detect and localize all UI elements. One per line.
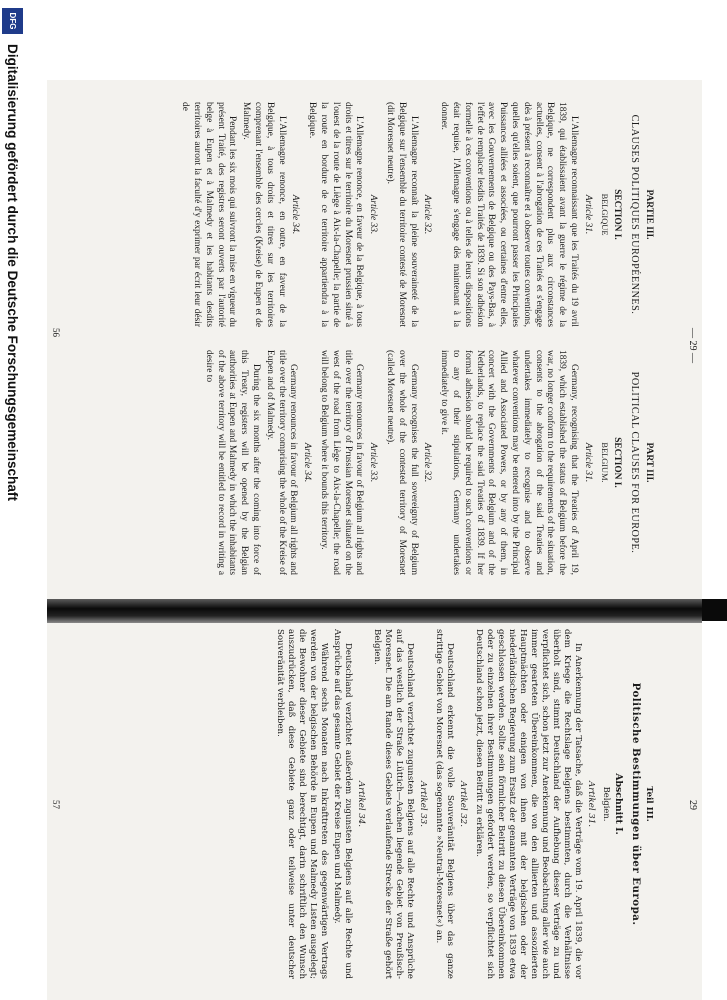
- section-name: BELGIUM.: [599, 442, 609, 483]
- article-heading: Artikel 31.: [586, 781, 596, 827]
- english-column: [200, 350, 657, 575]
- article-text: Germany recognises the full sovereignty of Belgium over the whole of the contested territory of Moresnet (called Moresnet neutre).: [385, 350, 419, 575]
- binding-fold-shadow: [47, 599, 702, 623]
- article-text: Germany, recognising that the Treaties of April 19, 1839, which established the status of Belgium before the war, no longer conform to the requirements of the situation, consents to the abrogation of the said Treaties and undertakes immediately to recognise and to observe whatever conventions may be entered into by the Principal Allied and Associated Powers, or by any of them, in concert with the Governments of Belgium and of the Netherlands, to replace the said Treaties of 1839. If her formal adhesion should be required to such conventions or to any of their stipulations, Germany undertakes immediately to give it.: [439, 350, 580, 575]
- part-heading: Teil III.: [644, 786, 654, 822]
- section-name: Belgien.: [602, 786, 612, 822]
- section-heading: Abschnitt I.: [613, 773, 624, 835]
- page-number-top: — 29 —: [687, 328, 698, 363]
- article-text: In Anerkennung der Tatsache, daß die Verträge vom 19. April 1839, die vor dem Kriege die Rechtslage Belgiens bestimmten, durch die Verhältnisse überholt sind, stimmt Deutschland der Aufhebung dieser Verträge zu und verpflichtet sich, schon jetzt zur Anerkennung und Beobachtung aller wie auch immer gearteten Übereinkommen, die von den alliierten und assoziierten Hauptmächten oder einigen von ihnen mit der belgischen oder der niederländischen Regierung zum Ersatz der genannten Verträge von 1839 etwa geschlossen werden. Sollte sein förmlicher Beitritt zu diesen Übereinkommen oder zu einzelnen ihrer Bestimmungen gefordert werden, so verpflichtet sich Deutschland schon jetzt, diesen Beitritt zu erklären.: [474, 629, 583, 979]
- article-heading: Article 33.: [368, 442, 379, 483]
- part-heading: PARTIE III.: [644, 189, 654, 240]
- page-number-bottom: 57: [51, 800, 61, 809]
- french-column: [177, 102, 657, 327]
- article-text: L'Allemagne renonce, en outre, en faveur de la Belgique, à tous droits et titres sur les territoires comprenant l'ensemble des cercles (Kreise) de Eupen et de Malmedy.: [241, 102, 287, 327]
- section-heading: SECTION I.: [612, 437, 623, 488]
- part-heading: PART III.: [644, 442, 654, 483]
- article-text: Deutschland verzichtet außerdem zugunsten Belgiens auf alle Rechte und Ansprüche auf das gesamte Gebiet der Kreise Eupen und Malmedy.: [332, 629, 353, 979]
- article-text: Während sechs Monaten nach Inkrafttreten des gegenwärtigen Vertrags werden von der belgischen Behörde in Eupen und Malmedy Listen ausgelegt; die Bewohner dieser Gebiete sind berechtigt, darin schriftlich den Wunsch auszudrücken, daß diese Gebiete ganz oder teilweise unter deutscher Souveränität verbleiben.: [275, 629, 329, 979]
- page-number-bottom: 56: [51, 328, 61, 337]
- right-page: [47, 625, 702, 995]
- article-heading: Article 31.: [582, 442, 593, 483]
- part-title: Politische Bestimmungen über Europa.: [630, 682, 642, 926]
- footer-credit: Digitalisierung gefördert durch die Deutsche Forschungsgemeinschaft: [5, 44, 21, 501]
- article-heading: Article 34.: [302, 442, 313, 483]
- article-heading: Artikel 34.: [356, 781, 366, 827]
- page-number-top: 29: [687, 800, 698, 810]
- article-text: During the six months after the coming into force of this Treaty, registers will be opened by the Belgian authorities at Eupen and Malmedy in which the inhabitants of the above territory will be entitled to record in writing a desire to: [203, 350, 262, 575]
- article-text: Deutschland erkennt die volle Souveränität Belgiens über das ganze strittige Gebiet von Moresnet (das sogenannte »Neutral-Moresnet«) an.: [434, 629, 455, 979]
- article-heading: Artikel 33.: [418, 781, 428, 827]
- section-heading: SECTION I.: [612, 189, 623, 240]
- article-text: Germany renounces in favour of Belgium all rights and title over the territory of Prussian Moresnet situated on the west of the road from Liège to Aix-la-Chapelle; the road will belong to Belgium where it bounds this territory.: [319, 350, 365, 575]
- part-title: CLAUSES POLITIQUES EUROPÉENNES.: [629, 114, 641, 315]
- section-name: BELGIQUE: [599, 193, 609, 236]
- article-heading: Article 32.: [422, 442, 433, 483]
- left-page: [47, 90, 702, 585]
- article-text: L'Allemagne reconnaît la pleine souveraineté de la Belgique sur l'ensemble du territoire contesté de Moresnet (dit Moresnet neutre).: [385, 102, 419, 327]
- article-heading: Article 31.: [582, 194, 593, 235]
- article-heading: Article 33.: [368, 194, 379, 235]
- part-title: POLITICAL CLAUSES FOR EUROPE.: [629, 371, 641, 554]
- article-heading: Article 34.: [290, 194, 301, 235]
- article-text: Germany renounces in favour of Belgium all rights and title over the territory comprising the whole of the Kreise of Eupen and of Malmedy.: [264, 350, 299, 575]
- german-column: [272, 629, 657, 979]
- digitization-footer: [2, 0, 24, 1000]
- article-heading: Artikel 32.: [458, 781, 468, 827]
- article-text: L'Allemagne reconnaissant que les Traités du 19 avril 1839, qui établissaient avant la guerre le régime de la Belgique, ne correspondent plus aux circonstances actuelles, consent à l'abrogation de ces Traités et s'engage dès à présent à reconnaître et à observer toutes conventions, quelles qu'elles soient, que pourront passer les Principales Puissances alliées et associées, ou certaines d'entre elles, avec les Gouvernements de Belgique ou des Pays-Bas, à l'effet de remplacer lesdits Traités de 1839. Si son adhésion formelle à ces conventions ou à telles de leurs dispositions était requise, l'Allemagne s'engage dès maintenant à la donner.: [439, 102, 580, 327]
- article-text: Deutschland verzichtet zugunsten Belgiens auf alle Rechte und Ansprüche auf das westlich der Straße Lüttich—Aachen liegende Gebiet von Preußisch-Moresnet. Die am Rande dieses Gebiets verlaufende Strecke der Straße gehört Belgien.: [372, 629, 415, 979]
- scanned-page-spread: [47, 80, 702, 1000]
- article-heading: Article 32.: [422, 194, 433, 235]
- article-text: Pendant les six mois qui suivront la mise en vigueur du présent Traité, des registres seront ouverts par l'autorité belge à Eupen et à Malmedy et les habitants desdits territoires auront la faculté d'y exprimer par écrit leur désir de: [180, 102, 238, 327]
- article-text: L'Allemagne renonce, en faveur de la Belgique, à tous droits et titres sur le territoire du Moresnet prussien situé à l'ouest de la route de Liège à Aix-la-Chapelle; la partie de la route en bordure de ce territoire appartiendra à la Belgique.: [307, 102, 365, 327]
- dfg-logo: DFG: [3, 8, 24, 34]
